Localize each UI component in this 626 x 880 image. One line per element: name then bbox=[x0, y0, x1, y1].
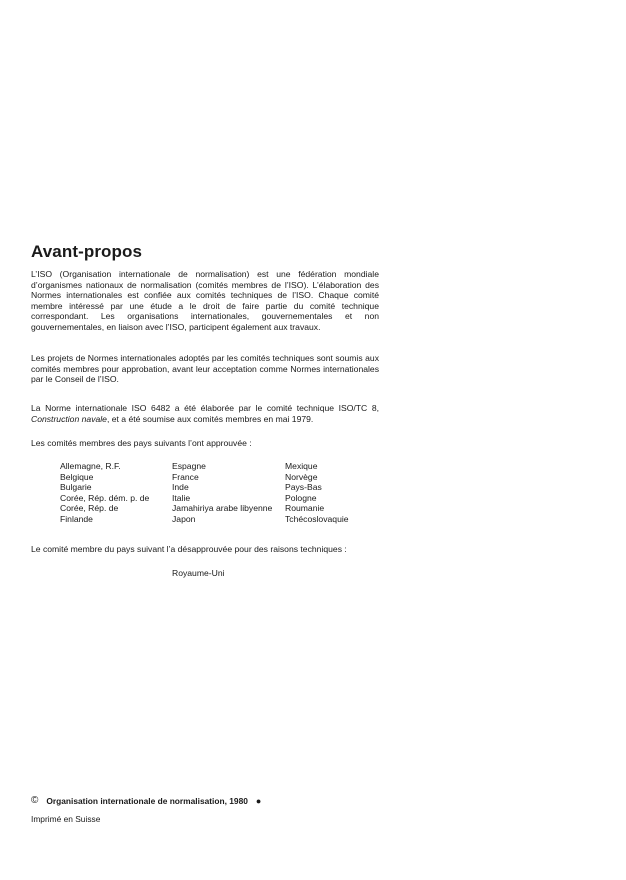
standard-paragraph bbox=[31, 403, 379, 424]
country-item: Belgique bbox=[60, 471, 94, 482]
country-item: Bulgarie bbox=[60, 482, 92, 493]
standard-text-2: , et a été soumise aux comités membres en mai 1979. bbox=[106, 413, 314, 424]
printed-in: Imprimé en Suisse bbox=[31, 814, 101, 824]
disapproving-intro: Le comité membre du pays suivant l’a désapprouvée pour des raisons techniques : bbox=[31, 544, 347, 554]
country-item: Pays-Bas bbox=[285, 482, 322, 493]
bullet-icon: ● bbox=[255, 795, 262, 806]
country-item: Finlande bbox=[60, 513, 93, 524]
approving-countries bbox=[60, 461, 390, 525]
disapproving-country: Royaume-Uni bbox=[172, 568, 225, 578]
country-column-2 bbox=[172, 461, 285, 525]
country-item: Pologne bbox=[285, 492, 317, 503]
country-item: Inde bbox=[172, 482, 189, 493]
country-item: Corée, Rép. de bbox=[60, 503, 119, 514]
country-item: Tchécoslovaquie bbox=[285, 513, 349, 524]
country-column-1 bbox=[60, 461, 172, 525]
copyright-text: Organisation internationale de normalisation, 1980 bbox=[46, 795, 248, 806]
country-item: Mexique bbox=[285, 461, 318, 471]
country-column-3 bbox=[285, 461, 390, 525]
standard-text-1: La Norme internationale ISO 6482 a été élaborée par le comité technique ISO/TC 8, bbox=[31, 403, 379, 413]
approving-intro: Les comités membres des pays suivants l’ont approuvée : bbox=[31, 438, 252, 448]
country-item: Italie bbox=[172, 492, 191, 503]
country-item: France bbox=[172, 471, 199, 482]
copyright-line bbox=[31, 795, 261, 806]
country-item: Japon bbox=[172, 513, 196, 524]
copyright-icon: © bbox=[31, 795, 39, 806]
approval-paragraph: Les projets de Normes internationales adoptés par les comités techniques sont soumis aux comités membres pour approbation, avant leur acceptation comme Normes internationales par le Conseil de l’ISO. bbox=[31, 353, 379, 385]
country-item: Espagne bbox=[172, 461, 206, 471]
country-item: Allemagne, R.F. bbox=[60, 461, 121, 471]
country-item: Corée, Rép. dém. p. de bbox=[60, 492, 150, 503]
country-item: Jamahiriya arabe libyenne bbox=[172, 503, 273, 514]
page-title: Avant-propos bbox=[31, 242, 143, 261]
committee-name: Construction navale bbox=[31, 413, 107, 424]
country-item: Norvège bbox=[285, 471, 318, 482]
intro-paragraph: L’ISO (Organisation internationale de normalisation) est une fédération mondiale d’organismes nationaux de normalisation (comités membres de l’ISO). L’élaboration des Normes internationales est confiée aux comités techniques de l’ISO. Chaque comité membre intéressé par une étude a le droit de faire partie du comité technique correspondant. Les organisations internationales, gouvernementales et non gouvernementales, en liaison avec l’ISO, participent également aux travaux. bbox=[31, 269, 379, 332]
country-item: Roumanie bbox=[285, 503, 325, 514]
